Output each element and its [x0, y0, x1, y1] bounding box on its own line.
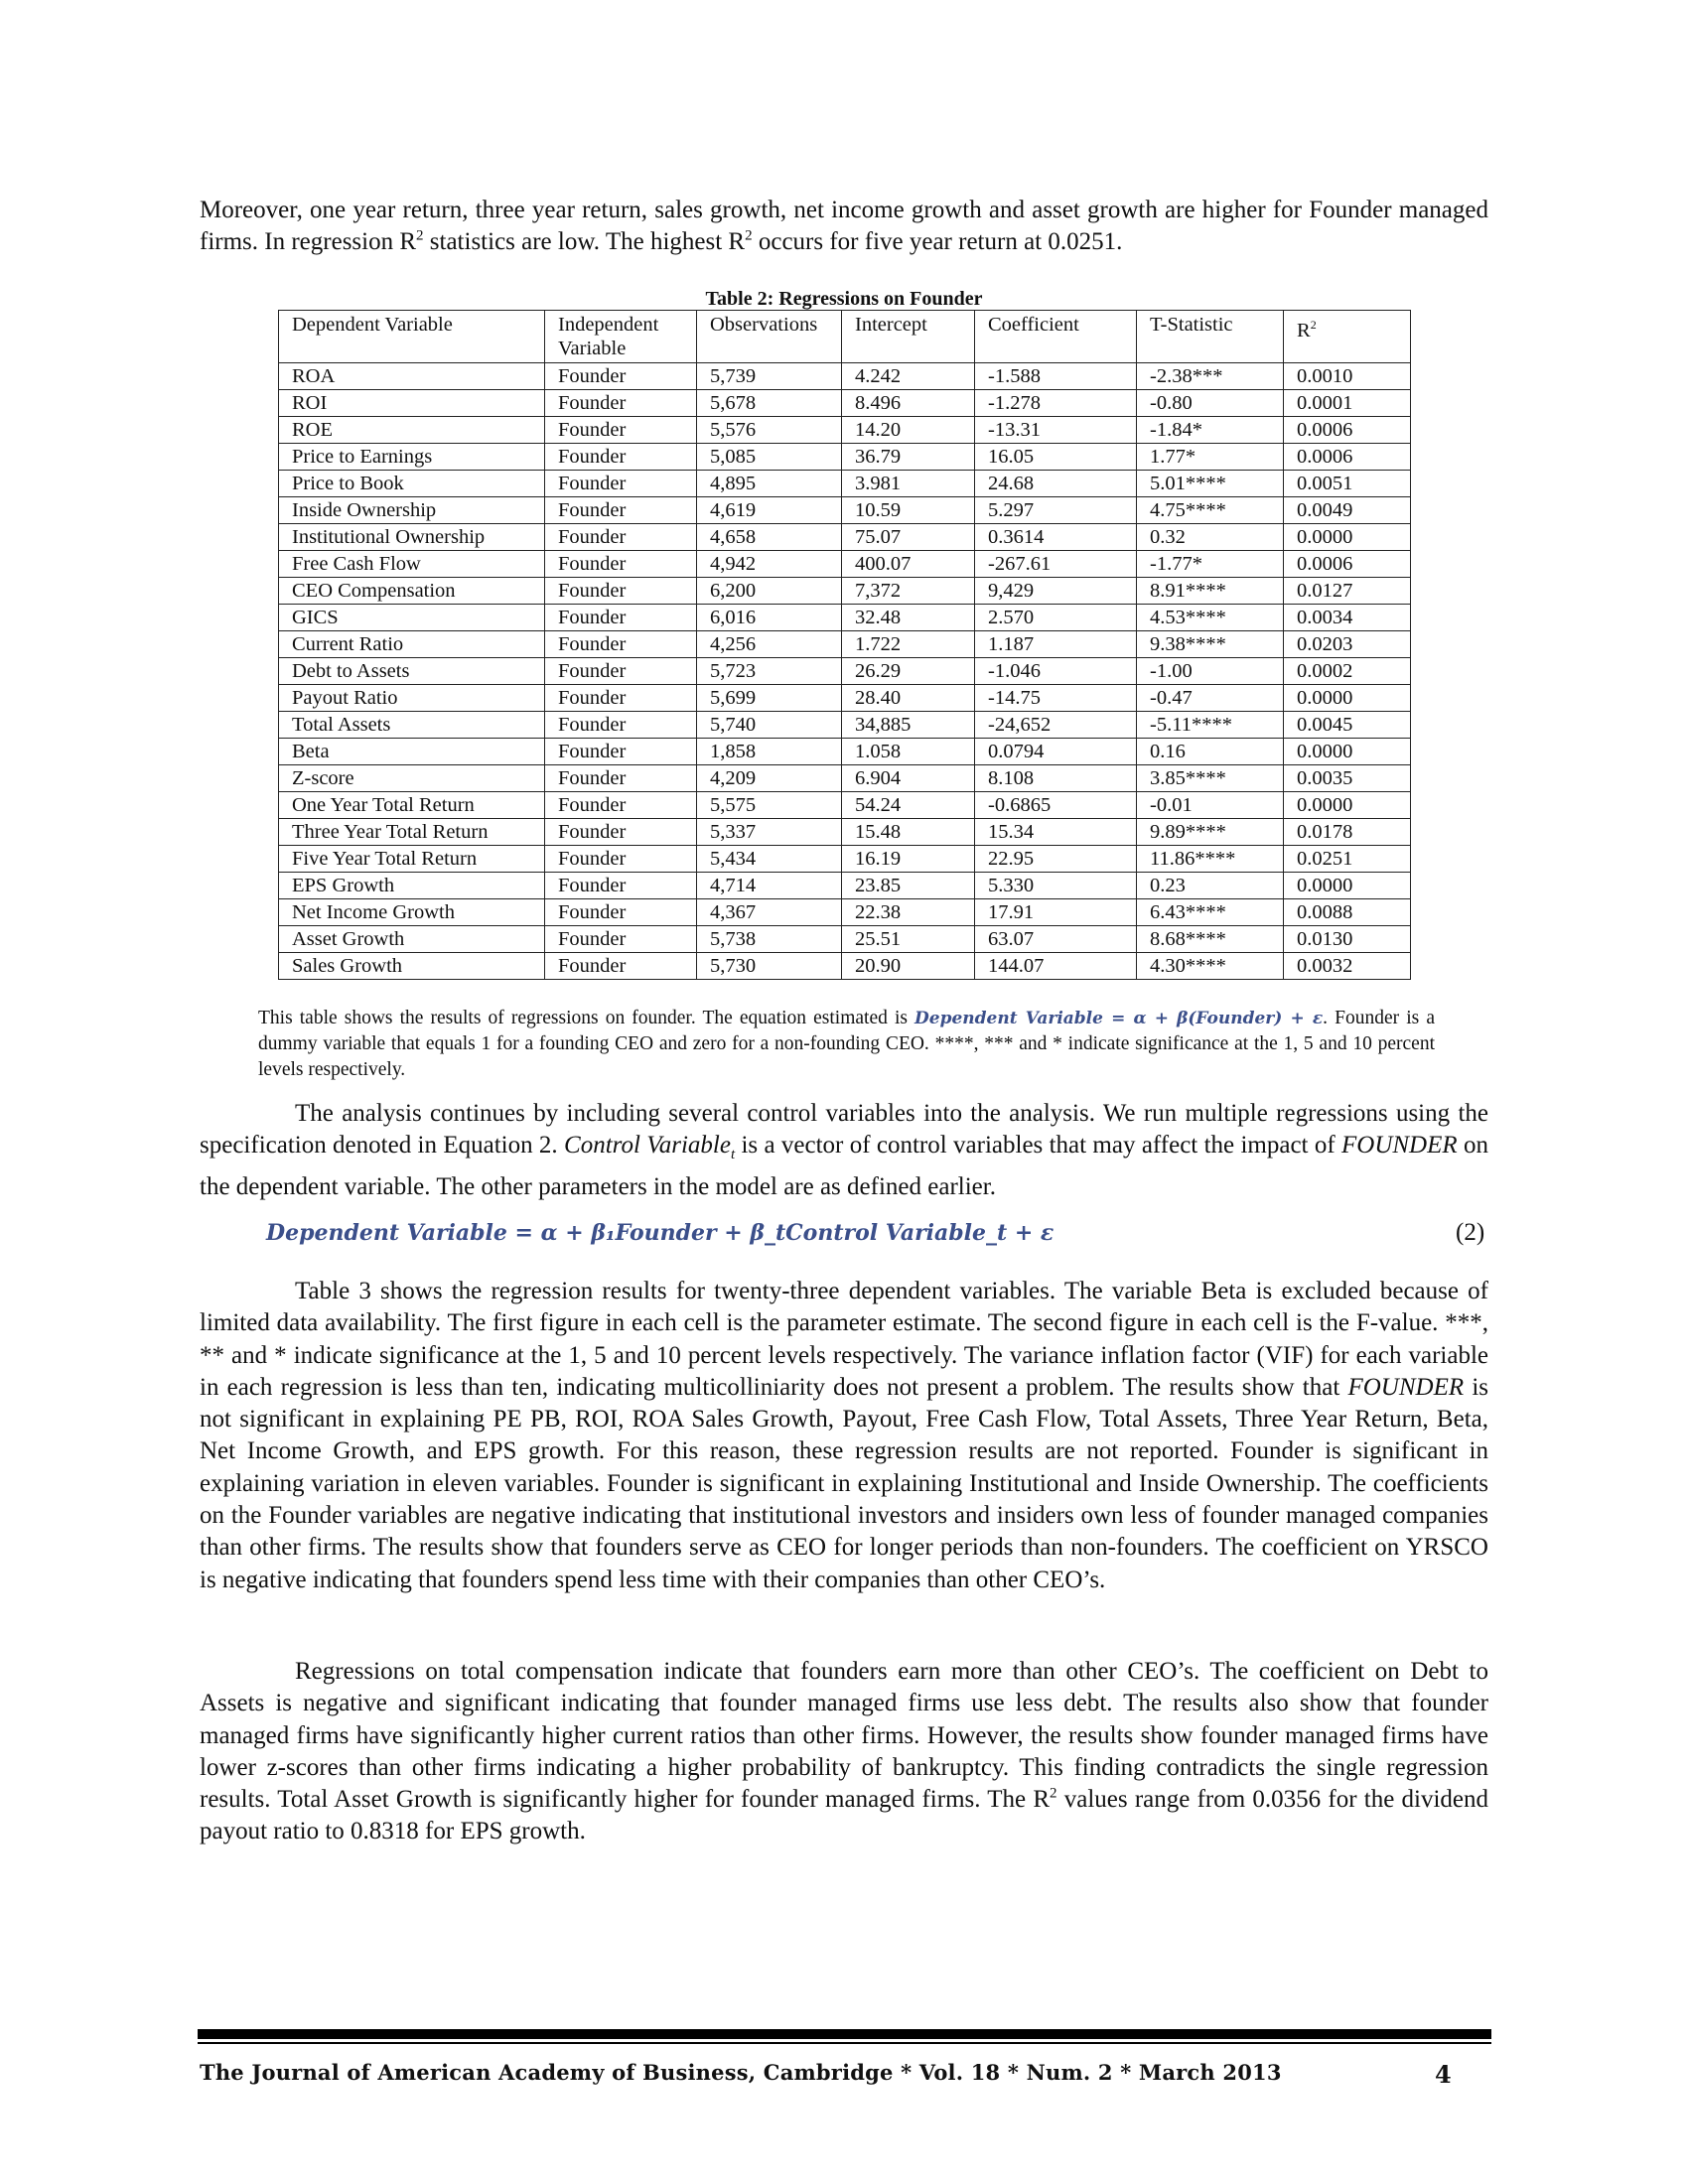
cell-independent-variable: Founder: [545, 846, 697, 873]
cell-t-statistic: -0.47: [1137, 685, 1284, 712]
cell-observations: 5,730: [697, 953, 842, 980]
paragraph-compensation: [200, 1656, 1488, 1848]
cell-coefficient: 22.95: [975, 846, 1137, 873]
cell-t-statistic: 5.01****: [1137, 471, 1284, 497]
cell-r-squared: 0.0000: [1284, 685, 1411, 712]
cell-observations: 6,200: [697, 578, 842, 605]
cell-r-squared: 0.0002: [1284, 658, 1411, 685]
table-row: [279, 926, 1411, 953]
table-header-row: [279, 311, 1411, 363]
founder-term: FOUNDER: [1341, 1132, 1458, 1160]
cell-intercept: 25.51: [842, 926, 975, 953]
cell-intercept: 15.48: [842, 819, 975, 846]
cell-t-statistic: 9.89****: [1137, 819, 1284, 846]
cell-dependent-variable: CEO Compensation: [279, 578, 545, 605]
table-row: [279, 390, 1411, 417]
cell-r-squared: 0.0130: [1284, 926, 1411, 953]
cell-r-squared: 0.0001: [1284, 390, 1411, 417]
cell-dependent-variable: One Year Total Return: [279, 792, 545, 819]
table-row: [279, 497, 1411, 524]
cell-coefficient: -14.75: [975, 685, 1137, 712]
cell-independent-variable: Founder: [545, 873, 697, 899]
cell-r-squared: 0.0127: [1284, 578, 1411, 605]
table-row: [279, 899, 1411, 926]
table-row: [279, 765, 1411, 792]
cell-t-statistic: 1.77*: [1137, 444, 1284, 471]
cell-independent-variable: Founder: [545, 658, 697, 685]
table-row: [279, 846, 1411, 873]
cell-dependent-variable: Free Cash Flow: [279, 551, 545, 578]
cell-observations: 4,619: [697, 497, 842, 524]
regression-table: [278, 310, 1411, 980]
cell-observations: 4,714: [697, 873, 842, 899]
cell-intercept: 4.242: [842, 363, 975, 390]
cell-t-statistic: 3.85****: [1137, 765, 1284, 792]
cell-dependent-variable: GICS: [279, 605, 545, 631]
cell-intercept: 10.59: [842, 497, 975, 524]
cell-r-squared: 0.0000: [1284, 739, 1411, 765]
note-text-1: This table shows the results of regressions on founder. The equation estimated is: [258, 1008, 915, 1028]
intro-paragraph: [200, 195, 1488, 259]
cell-t-statistic: -2.38***: [1137, 363, 1284, 390]
cell-t-statistic: 0.23: [1137, 873, 1284, 899]
table-row: [279, 873, 1411, 899]
cell-independent-variable: Founder: [545, 497, 697, 524]
cell-r-squared: 0.0000: [1284, 524, 1411, 551]
cell-independent-variable: Founder: [545, 712, 697, 739]
cell-r-squared: 0.0032: [1284, 953, 1411, 980]
cell-dependent-variable: Payout Ratio: [279, 685, 545, 712]
cell-intercept: 16.19: [842, 846, 975, 873]
cell-coefficient: 5.330: [975, 873, 1137, 899]
r2-superscript: 2: [1310, 318, 1317, 332]
cell-intercept: 3.981: [842, 471, 975, 497]
cell-r-squared: 0.0006: [1284, 551, 1411, 578]
cell-r-squared: 0.0251: [1284, 846, 1411, 873]
cell-observations: 5,738: [697, 926, 842, 953]
cell-dependent-variable: Current Ratio: [279, 631, 545, 658]
cell-t-statistic: 8.68****: [1137, 926, 1284, 953]
cell-t-statistic: -1.00: [1137, 658, 1284, 685]
cell-intercept: 7,372: [842, 578, 975, 605]
table-row: [279, 363, 1411, 390]
cell-intercept: 75.07: [842, 524, 975, 551]
cell-dependent-variable: ROI: [279, 390, 545, 417]
cell-coefficient: 0.3614: [975, 524, 1137, 551]
cell-independent-variable: Founder: [545, 685, 697, 712]
cell-t-statistic: 0.16: [1137, 739, 1284, 765]
cell-intercept: 34,885: [842, 712, 975, 739]
cell-t-statistic: 4.75****: [1137, 497, 1284, 524]
page-number: 4: [1435, 2060, 1452, 2089]
cell-observations: 5,699: [697, 685, 842, 712]
cell-observations: 4,209: [697, 765, 842, 792]
cell-dependent-variable: Price to Book: [279, 471, 545, 497]
header-observations: Observations: [697, 311, 842, 363]
cell-r-squared: 0.0000: [1284, 873, 1411, 899]
cell-independent-variable: Founder: [545, 792, 697, 819]
para2-text-1: The analysis continues by including several control variables into the analysis. We run multiple regressions using the specification denoted in Equation 2.: [200, 1100, 1488, 1160]
cell-observations: 5,575: [697, 792, 842, 819]
cell-r-squared: 0.0049: [1284, 497, 1411, 524]
cell-independent-variable: Founder: [545, 739, 697, 765]
header-independent-variable: Independent Variable: [545, 311, 697, 363]
cell-independent-variable: Founder: [545, 363, 697, 390]
journal-footer: The Journal of American Academy of Business, Cambridge * Vol. 18 * Num. 2 * March 2013: [200, 2060, 1282, 2085]
cell-independent-variable: Founder: [545, 899, 697, 926]
paragraph-control-variables: [200, 1098, 1488, 1203]
cell-t-statistic: -1.84*: [1137, 417, 1284, 444]
cell-dependent-variable: Inside Ownership: [279, 497, 545, 524]
cell-coefficient: 1.187: [975, 631, 1137, 658]
cell-coefficient: -1.278: [975, 390, 1137, 417]
cell-dependent-variable: Z-score: [279, 765, 545, 792]
cell-intercept: 1.058: [842, 739, 975, 765]
table-title: Table 2: Regressions on Founder: [705, 288, 983, 310]
cell-dependent-variable: Three Year Total Return: [279, 819, 545, 846]
para4-text-1: Regressions on total compensation indicate that founders earn more than other CEO’s. The coefficient on Debt to Assets is negative and significant indicating that founder managed firms use less debt. The results also show that founder managed firms have significantly higher current ratios than other firms. However, the results show founder managed firms have lower z-scores than other firms indicating a higher probability of bankruptcy. This finding contradicts the single regression results. Total Asset Growth is significantly higher for founder managed firms. The R: [200, 1658, 1488, 1814]
paragraph-table3-results: [200, 1276, 1488, 1596]
cell-intercept: 32.48: [842, 605, 975, 631]
para2-text-3: on the dependent variable. The other parameters in the model are as defined earlier.: [200, 1132, 1488, 1200]
table-row: [279, 524, 1411, 551]
cell-observations: 1,858: [697, 739, 842, 765]
cell-t-statistic: 8.91****: [1137, 578, 1284, 605]
cell-independent-variable: Founder: [545, 578, 697, 605]
footer-rule-thin: [198, 2042, 1491, 2044]
cell-t-statistic: 0.32: [1137, 524, 1284, 551]
cell-independent-variable: Founder: [545, 605, 697, 631]
subscript-t: t: [730, 1147, 736, 1163]
cell-observations: 6,016: [697, 605, 842, 631]
cell-independent-variable: Founder: [545, 631, 697, 658]
cell-observations: 5,723: [697, 658, 842, 685]
cell-dependent-variable: Price to Earnings: [279, 444, 545, 471]
equation-2: Dependent Variable = α + β₁Founder + β_tControl Variable_t + ε: [266, 1220, 1055, 1246]
footer-rule-thick: [198, 2029, 1491, 2039]
para3-text-1: Table 3 shows the regression results for twenty-three dependent variables. The variable Beta is excluded because of limited data availability. The first figure in each cell is the parameter estimate. The second figure in each cell is the F-value. ***, ** and * indicate significance at the 1, 5 and 10 percent levels respectively. The variance inflation factor (VIF) for each variable in each regression is less than ten, indicating multicolliniarity does not present a problem. The results show that: [200, 1278, 1488, 1401]
cell-observations: 4,658: [697, 524, 842, 551]
cell-intercept: 20.90: [842, 953, 975, 980]
r2-superscript: 2: [416, 227, 424, 244]
table-row: [279, 605, 1411, 631]
table-row: [279, 739, 1411, 765]
cell-t-statistic: -0.01: [1137, 792, 1284, 819]
cell-coefficient: 0.0794: [975, 739, 1137, 765]
table-note: [258, 1006, 1435, 1083]
cell-intercept: 23.85: [842, 873, 975, 899]
cell-t-statistic: 4.53****: [1137, 605, 1284, 631]
cell-coefficient: 15.34: [975, 819, 1137, 846]
founder-term: FOUNDER: [1347, 1373, 1465, 1401]
cell-t-statistic: 6.43****: [1137, 899, 1284, 926]
note-equation: Dependent Variable = α + β(Founder) + ε: [914, 1009, 1324, 1028]
cell-r-squared: 0.0051: [1284, 471, 1411, 497]
cell-independent-variable: Founder: [545, 390, 697, 417]
cell-t-statistic: -1.77*: [1137, 551, 1284, 578]
cell-r-squared: 0.0045: [1284, 712, 1411, 739]
note-text-2: . Founder is a dummy variable that equals 1 for a founding CEO and zero for a non-founding CEO. ****, *** and * indicate significance at the 1, 5 and 10 percent levels respectively.: [258, 1008, 1435, 1080]
table-row: [279, 417, 1411, 444]
para2-text-2: is a vector of control variables that may affect the impact of: [735, 1132, 1341, 1160]
cell-t-statistic: 9.38****: [1137, 631, 1284, 658]
table-row: [279, 953, 1411, 980]
cell-independent-variable: Founder: [545, 524, 697, 551]
table-row: [279, 471, 1411, 497]
cell-intercept: 8.496: [842, 390, 975, 417]
cell-observations: 5,337: [697, 819, 842, 846]
cell-coefficient: 24.68: [975, 471, 1137, 497]
cell-r-squared: 0.0000: [1284, 792, 1411, 819]
cell-coefficient: -13.31: [975, 417, 1137, 444]
cell-r-squared: 0.0088: [1284, 899, 1411, 926]
table-row: [279, 685, 1411, 712]
cell-dependent-variable: Institutional Ownership: [279, 524, 545, 551]
cell-independent-variable: Founder: [545, 926, 697, 953]
cell-independent-variable: Founder: [545, 444, 697, 471]
cell-coefficient: -1.046: [975, 658, 1137, 685]
r2-superscript: 2: [1050, 1785, 1057, 1802]
cell-observations: 4,256: [697, 631, 842, 658]
intro-text-2: statistics are low. The highest R: [423, 228, 746, 256]
para3-text-2: is not significant in explaining PE PB, ROI, ROA Sales Growth, Payout, Free Cash Flow, Total Assets, Three Year Return, Beta, Net Income Growth, and EPS growth. For this reason, these regression results are not reported. Founder is significant in explaining variation in eleven variables. Founder is significant in explaining Institutional and Inside Ownership. The coefficients on the Founder variables are negative indicating that institutional investors and insiders own less of founder managed companies than other firms. The results show that founders serve as CEO for longer periods than non-founders. The coefficient on YRSCO is negative indicating that founders spend less time with their companies than other CEO’s.: [200, 1373, 1488, 1593]
cell-intercept: 14.20: [842, 417, 975, 444]
cell-coefficient: 9,429: [975, 578, 1137, 605]
cell-r-squared: 0.0006: [1284, 444, 1411, 471]
cell-dependent-variable: Net Income Growth: [279, 899, 545, 926]
table-row: [279, 819, 1411, 846]
cell-observations: 4,942: [697, 551, 842, 578]
cell-intercept: 26.29: [842, 658, 975, 685]
cell-observations: 4,367: [697, 899, 842, 926]
cell-intercept: 400.07: [842, 551, 975, 578]
cell-t-statistic: 11.86****: [1137, 846, 1284, 873]
cell-r-squared: 0.0203: [1284, 631, 1411, 658]
table-row: [279, 712, 1411, 739]
cell-dependent-variable: Five Year Total Return: [279, 846, 545, 873]
cell-coefficient: -24,652: [975, 712, 1137, 739]
table-row: [279, 578, 1411, 605]
cell-coefficient: 144.07: [975, 953, 1137, 980]
cell-intercept: 28.40: [842, 685, 975, 712]
cell-t-statistic: -5.11****: [1137, 712, 1284, 739]
cell-observations: 5,576: [697, 417, 842, 444]
cell-dependent-variable: Beta: [279, 739, 545, 765]
cell-intercept: 6.904: [842, 765, 975, 792]
cell-independent-variable: Founder: [545, 765, 697, 792]
cell-intercept: 54.24: [842, 792, 975, 819]
r2-superscript: 2: [745, 227, 753, 244]
cell-independent-variable: Founder: [545, 953, 697, 980]
table-row: [279, 444, 1411, 471]
cell-dependent-variable: Debt to Assets: [279, 658, 545, 685]
cell-independent-variable: Founder: [545, 471, 697, 497]
cell-dependent-variable: EPS Growth: [279, 873, 545, 899]
cell-r-squared: 0.0010: [1284, 363, 1411, 390]
cell-intercept: 36.79: [842, 444, 975, 471]
table-row: [279, 631, 1411, 658]
header-t-statistic: T-Statistic: [1137, 311, 1284, 363]
cell-intercept: 1.722: [842, 631, 975, 658]
cell-r-squared: 0.0035: [1284, 765, 1411, 792]
cell-dependent-variable: Sales Growth: [279, 953, 545, 980]
cell-t-statistic: 4.30****: [1137, 953, 1284, 980]
cell-coefficient: 8.108: [975, 765, 1137, 792]
cell-r-squared: 0.0178: [1284, 819, 1411, 846]
cell-dependent-variable: Total Assets: [279, 712, 545, 739]
intro-text-3: occurs for five year return at 0.0251.: [752, 228, 1123, 256]
cell-observations: 5,678: [697, 390, 842, 417]
cell-observations: 5,740: [697, 712, 842, 739]
cell-intercept: 22.38: [842, 899, 975, 926]
cell-coefficient: 2.570: [975, 605, 1137, 631]
equation-number: (2): [1456, 1219, 1485, 1246]
cell-observations: 4,895: [697, 471, 842, 497]
cell-dependent-variable: ROE: [279, 417, 545, 444]
para4-text-2: values range from 0.0356 for the dividend payout ratio to 0.8318 for EPS growth.: [200, 1786, 1488, 1845]
cell-dependent-variable: Asset Growth: [279, 926, 545, 953]
table-body: [279, 363, 1411, 980]
header-intercept: Intercept: [842, 311, 975, 363]
cell-coefficient: -267.61: [975, 551, 1137, 578]
header-coefficient: Coefficient: [975, 311, 1137, 363]
cell-coefficient: 17.91: [975, 899, 1137, 926]
cell-coefficient: 63.07: [975, 926, 1137, 953]
table-row: [279, 551, 1411, 578]
cell-observations: 5,085: [697, 444, 842, 471]
cell-coefficient: -1.588: [975, 363, 1137, 390]
cell-t-statistic: -0.80: [1137, 390, 1284, 417]
r2-label: R: [1297, 319, 1311, 341]
cell-coefficient: -0.6865: [975, 792, 1137, 819]
intro-text-1: Moreover, one year return, three year return, sales growth, net income growth and asset growth are higher for Founder managed firms. In regression R: [200, 197, 1488, 256]
cell-observations: 5,739: [697, 363, 842, 390]
cell-coefficient: 5.297: [975, 497, 1137, 524]
cell-independent-variable: Founder: [545, 551, 697, 578]
cell-observations: 5,434: [697, 846, 842, 873]
cell-independent-variable: Founder: [545, 819, 697, 846]
header-r-squared: [1284, 311, 1411, 363]
cell-independent-variable: Founder: [545, 417, 697, 444]
table-row: [279, 792, 1411, 819]
cell-r-squared: 0.0006: [1284, 417, 1411, 444]
header-dependent-variable: Dependent Variable: [279, 311, 545, 363]
table-row: [279, 658, 1411, 685]
control-variable-term: Control Variable: [564, 1132, 731, 1160]
cell-dependent-variable: ROA: [279, 363, 545, 390]
cell-r-squared: 0.0034: [1284, 605, 1411, 631]
cell-coefficient: 16.05: [975, 444, 1137, 471]
